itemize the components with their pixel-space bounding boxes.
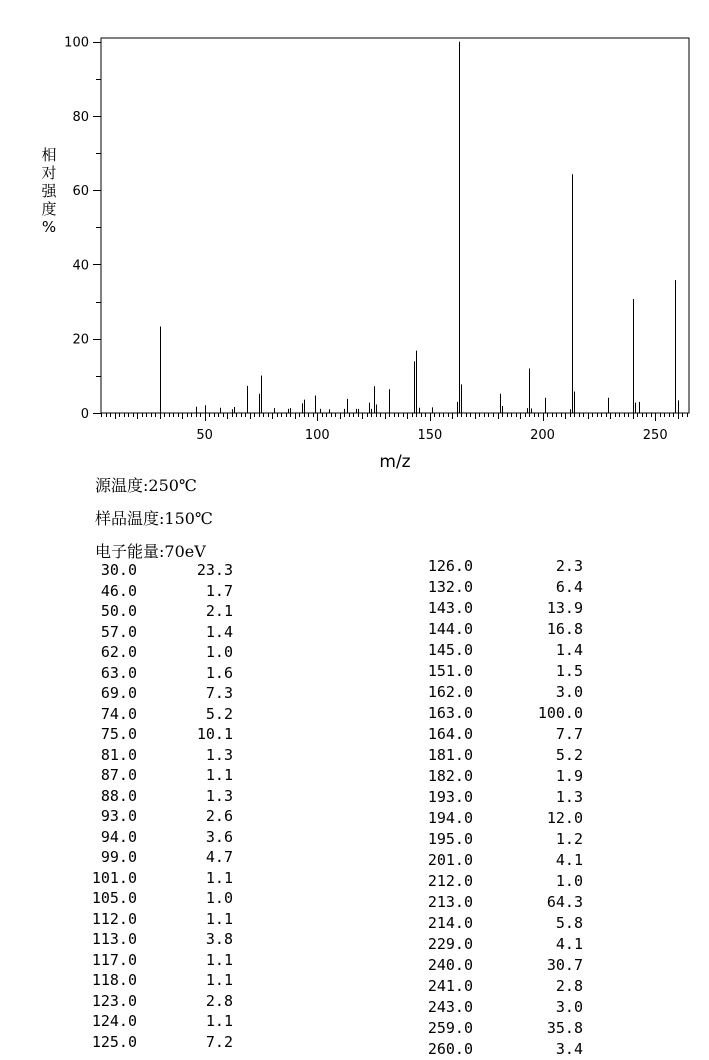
y-axis-title-char: % (41, 218, 57, 236)
intensity-cell: 2.1 (205, 602, 233, 620)
mz-cell: 143.0 (427, 599, 473, 617)
mz-cell: 124.0 (91, 1012, 137, 1030)
intensity-cell: 2.8 (205, 991, 233, 1010)
mz-cell: 243.0 (427, 998, 473, 1016)
mz-cell: 50.0 (100, 602, 137, 620)
mz-cell: 46.0 (100, 581, 137, 600)
source-temperature: 源温度:250℃ (95, 476, 197, 495)
mz-cell: 117.0 (91, 950, 137, 969)
y-tick-label: 80 (72, 109, 89, 125)
mz-cell: 241.0 (427, 977, 473, 995)
mz-cell: 145.0 (427, 641, 473, 659)
intensity-cell: 1.3 (555, 788, 583, 806)
y-axis-title-char: 度 (41, 200, 57, 218)
y-tick-label: 60 (72, 184, 89, 200)
mz-cell: 162.0 (427, 683, 473, 701)
mz-cell: 201.0 (427, 851, 473, 869)
mz-cell: 214.0 (427, 914, 473, 932)
mz-cell: 101.0 (91, 868, 137, 887)
peak-table-left (85, 560, 255, 1056)
y-axis-title-char: 对 (41, 164, 57, 182)
intensity-cell: 1.5 (555, 662, 583, 680)
intensity-cell: 1.0 (555, 872, 583, 890)
x-tick-label: 150 (417, 428, 443, 443)
intensity-cell: 1.1 (205, 868, 233, 887)
mz-cell: 126.0 (427, 557, 473, 575)
intensity-cell: 1.0 (205, 643, 233, 661)
intensity-cell: 23.3 (196, 561, 233, 579)
y-tick-label: 20 (72, 332, 89, 348)
mass-spectrum-chart (0, 0, 709, 470)
mz-cell: 240.0 (427, 956, 473, 974)
mz-cell: 99.0 (100, 848, 137, 866)
intensity-cell: 35.8 (546, 1019, 583, 1037)
intensity-cell: 1.1 (205, 950, 233, 969)
x-tick-label: 50 (196, 428, 213, 443)
intensity-cell: 1.4 (205, 622, 233, 641)
mz-cell: 113.0 (91, 930, 137, 948)
y-axis-title-char: 强 (41, 182, 57, 200)
mz-cell: 87.0 (100, 766, 137, 784)
mz-cell: 118.0 (91, 971, 137, 989)
y-axis (64, 36, 101, 422)
mz-cell: 74.0 (100, 704, 137, 723)
intensity-cell: 1.4 (555, 641, 583, 659)
mz-cell: 105.0 (91, 889, 137, 907)
intensity-cell: 3.6 (205, 827, 233, 846)
mz-cell: 259.0 (427, 1019, 473, 1037)
intensity-cell: 12.0 (546, 809, 583, 827)
intensity-cell: 1.1 (205, 1012, 233, 1030)
intensity-cell: 5.2 (205, 704, 233, 723)
intensity-cell: 4.1 (555, 851, 583, 869)
intensity-cell: 64.3 (546, 893, 583, 911)
mz-cell: 260.0 (427, 1040, 473, 1058)
intensity-cell: 100.0 (537, 704, 583, 722)
intensity-cell: 1.1 (205, 971, 233, 989)
mz-cell: 94.0 (100, 827, 137, 846)
mz-cell: 181.0 (427, 746, 473, 764)
intensity-cell: 7.7 (555, 725, 583, 743)
intensity-cell: 3.8 (205, 930, 233, 948)
intensity-cell: 10.1 (196, 725, 233, 743)
plot-frame (101, 38, 689, 413)
mz-cell: 63.0 (100, 663, 137, 682)
x-tick-label: 250 (642, 428, 668, 443)
mz-cell: 163.0 (427, 704, 473, 722)
mz-cell: 164.0 (427, 725, 473, 743)
intensity-cell: 2.3 (555, 557, 583, 575)
intensity-cell: 1.2 (555, 830, 583, 848)
intensity-cell: 13.9 (546, 599, 583, 617)
intensity-cell: 3.4 (555, 1040, 583, 1058)
intensity-cell: 1.3 (205, 745, 233, 764)
intensity-cell: 30.7 (546, 956, 583, 974)
mz-cell: 212.0 (427, 872, 473, 890)
intensity-cell: 1.6 (205, 663, 233, 682)
intensity-cell: 5.2 (555, 746, 583, 764)
mz-cell: 144.0 (427, 620, 473, 638)
intensity-cell: 1.7 (205, 581, 233, 600)
mz-cell: 194.0 (427, 809, 473, 827)
y-tick-label: 0 (80, 407, 89, 422)
mz-cell: 57.0 (100, 622, 137, 641)
mz-cell: 229.0 (427, 935, 473, 953)
y-axis-title-char: 相 (41, 146, 57, 164)
mz-cell: 112.0 (91, 909, 137, 928)
mz-cell: 195.0 (427, 830, 473, 848)
x-tick-label: 200 (530, 428, 555, 443)
mz-cell: 213.0 (427, 893, 473, 911)
intensity-cell: 2.8 (555, 977, 583, 995)
intensity-cell: 1.3 (205, 786, 233, 805)
mz-cell: 132.0 (427, 578, 473, 596)
intensity-cell: 3.0 (555, 998, 583, 1016)
peak-group (161, 42, 679, 413)
intensity-cell: 1.1 (205, 909, 233, 928)
intensity-cell: 1.1 (205, 766, 233, 784)
intensity-cell: 1.0 (205, 889, 233, 907)
mz-cell: 88.0 (100, 786, 137, 805)
mz-cell: 69.0 (100, 684, 137, 702)
intensity-cell: 2.6 (205, 807, 233, 825)
mz-cell: 193.0 (427, 788, 473, 806)
y-tick-label: 100 (64, 35, 89, 51)
x-axis (102, 413, 688, 443)
mz-cell: 123.0 (91, 991, 137, 1010)
mz-cell: 93.0 (100, 807, 137, 825)
mz-cell: 125.0 (91, 1032, 137, 1051)
intensity-cell: 3.0 (555, 683, 583, 701)
mz-cell: 182.0 (427, 767, 473, 785)
mz-cell: 30.0 (100, 561, 137, 579)
intensity-cell: 1.9 (555, 767, 583, 785)
sample-temperature: 样品温度:150℃ (95, 509, 213, 528)
peak-table-right (413, 556, 593, 1056)
mz-cell: 75.0 (100, 725, 137, 743)
intensity-cell: 16.8 (546, 620, 583, 638)
y-tick-label: 40 (72, 258, 89, 274)
intensity-cell: 7.2 (205, 1032, 233, 1051)
y-axis-title (41, 146, 57, 236)
mz-cell: 81.0 (100, 745, 137, 764)
intensity-cell: 6.4 (555, 578, 583, 596)
x-axis-title: m/z (379, 452, 411, 470)
intensity-cell: 4.7 (205, 848, 233, 866)
intensity-cell: 7.3 (205, 684, 233, 702)
intensity-cell: 4.1 (555, 935, 583, 953)
mz-cell: 62.0 (100, 643, 137, 661)
electron-energy: 电子能量:70eV (95, 542, 206, 561)
mz-cell: 151.0 (427, 662, 473, 680)
intensity-cell: 5.8 (555, 914, 583, 932)
x-tick-label: 100 (304, 428, 330, 443)
